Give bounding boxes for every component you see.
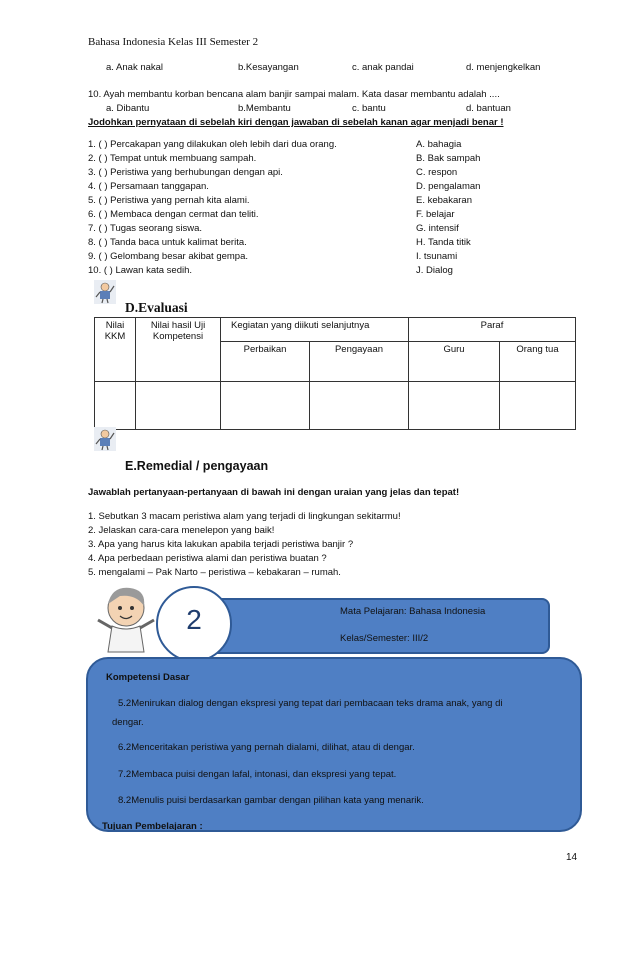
table-cell — [136, 382, 221, 430]
option-b: b.Membantu — [238, 103, 291, 114]
list-item: 4. Apa perbedaan peristiwa alami dan peristiwa buatan ? — [88, 553, 327, 564]
option-c: c. bantu — [352, 103, 386, 114]
list-item: I. tsunami — [416, 251, 458, 262]
kd-item: 5.2Menirukan dialog dengan ekspresi yang tepat dari pembacaan teks drama anak, yang di — [118, 698, 503, 709]
table-cell — [500, 382, 576, 430]
evaluation-table — [94, 317, 576, 430]
list-item: C. respon — [416, 167, 458, 178]
page-number: 14 — [566, 852, 578, 863]
section-title-evaluasi: D.Evaluasi — [125, 300, 188, 315]
kd-item: 6.2Menceritakan peristiwa yang pernah dialami, dilihat, atau di dengar. — [118, 742, 415, 753]
kompetensi-dasar-box — [86, 657, 582, 832]
boy-illustration-icon — [90, 580, 162, 660]
list-item: 3. Apa yang harus kita lakukan apabila terjadi peristiwa banjir ? — [88, 539, 354, 550]
student-icon — [94, 427, 116, 451]
col-orang-tua: Orang tua — [500, 342, 576, 382]
col-perbaikan: Perbaikan — [221, 342, 310, 382]
list-item: F. belajar — [416, 209, 455, 220]
list-item: 10. ( ) Lawan kata sedih. — [88, 265, 193, 276]
page-header: Bahasa Indonesia Kelas III Semester 2 — [88, 36, 259, 48]
option-a: a. Dibantu — [106, 103, 150, 114]
list-item: 5. mengalami – Pak Narto – peristiwa – kebakaran – rumah. — [88, 567, 341, 578]
list-item: G. intensif — [416, 223, 459, 234]
col-pengayaan: Pengayaan — [310, 342, 409, 382]
kd-title: Kompetensi Dasar — [106, 672, 190, 683]
list-item: E. kebakaran — [416, 195, 472, 206]
list-item: 6. ( ) Membaca dengan cermat dan teliti. — [88, 209, 259, 220]
remedial-instruction: Jawablah pertanyaan-pertanyaan di bawah ini dengan uraian yang jelas dan tepat! — [88, 487, 460, 498]
list-item: 9. ( ) Gelombang besar akibat gempa. — [88, 251, 249, 262]
list-item: 4. ( ) Persamaan tanggapan. — [88, 181, 209, 192]
banner-class: Kelas/Semester: III/2 — [340, 633, 429, 644]
table-cell — [409, 382, 500, 430]
question-10: 10. Ayah membantu korban bencana alam banjir sampai malam. Kata dasar membantu adalah .... — [88, 89, 500, 100]
col-paraf: Paraf — [409, 318, 576, 342]
list-item: A. bahagia — [416, 139, 462, 150]
list-item: 1. ( ) Percakapan yang dilakukan oleh lebih dari dua orang. — [88, 139, 337, 150]
list-item: H. Tanda titik — [416, 237, 471, 248]
banner-subject: Mata Pelajaran: Bahasa Indonesia — [340, 606, 486, 617]
option-a: a. Anak nakal — [106, 62, 164, 73]
col-kegiatan: Kegiatan yang diikuti selanjutnya — [221, 318, 409, 342]
col-nilai-hasil: Nilai hasil Uji Kompetensi — [136, 318, 221, 382]
unit-number-badge — [156, 586, 232, 662]
student-icon — [94, 280, 116, 304]
table-cell — [95, 382, 136, 430]
list-item: 1. Sebutkan 3 macam peristiwa alam yang terjadi di lingkungan sekitarmu! — [88, 511, 401, 522]
table-cell — [221, 382, 310, 430]
matching-instruction: Jodohkan pernyataan di sebelah kiri dengan jawaban di sebelah kanan agar menjadi benar ! — [88, 117, 504, 128]
list-item: J. Dialog — [416, 265, 453, 276]
kd-item: 8.2Menulis puisi berdasarkan gambar dengan pilihan kata yang menarik. — [118, 795, 424, 806]
subject-banner — [180, 598, 550, 654]
list-item: 2. ( ) Tempat untuk membuang sampah. — [88, 153, 257, 164]
unit-number: 2 — [186, 604, 202, 635]
option-d: d. menjengkelkan — [466, 62, 541, 73]
list-item: B. Bak sampah — [416, 153, 481, 164]
list-item: 3. ( ) Peristiwa yang berhubungan dengan api. — [88, 167, 283, 178]
list-item: 7. ( ) Tugas seorang siswa. — [88, 223, 203, 234]
tujuan-title: Tujuan Pembelajaran : — [102, 821, 203, 832]
col-guru: Guru — [409, 342, 500, 382]
kd-item: 7.2Membaca puisi dengan lafal, intonasi, dan ekspresi yang tepat. — [118, 769, 397, 780]
list-item: 8. ( ) Tanda baca untuk kalimat berita. — [88, 237, 247, 248]
option-b: b.Kesayangan — [238, 62, 299, 73]
option-d: d. bantuan — [466, 103, 511, 114]
list-item: D. pengalaman — [416, 181, 481, 192]
col-nilai-kkm: Nilai KKM — [95, 318, 136, 382]
table-cell — [310, 382, 409, 430]
option-c: c. anak pandai — [352, 62, 414, 73]
kd-item-cont: dengar. — [112, 717, 144, 728]
list-item: 2. Jelaskan cara-cara menelepon yang baik! — [88, 525, 275, 536]
section-title-remedial: E.Remedial / pengayaan — [125, 459, 269, 473]
list-item: 5. ( ) Peristiwa yang pernah kita alami. — [88, 195, 250, 206]
